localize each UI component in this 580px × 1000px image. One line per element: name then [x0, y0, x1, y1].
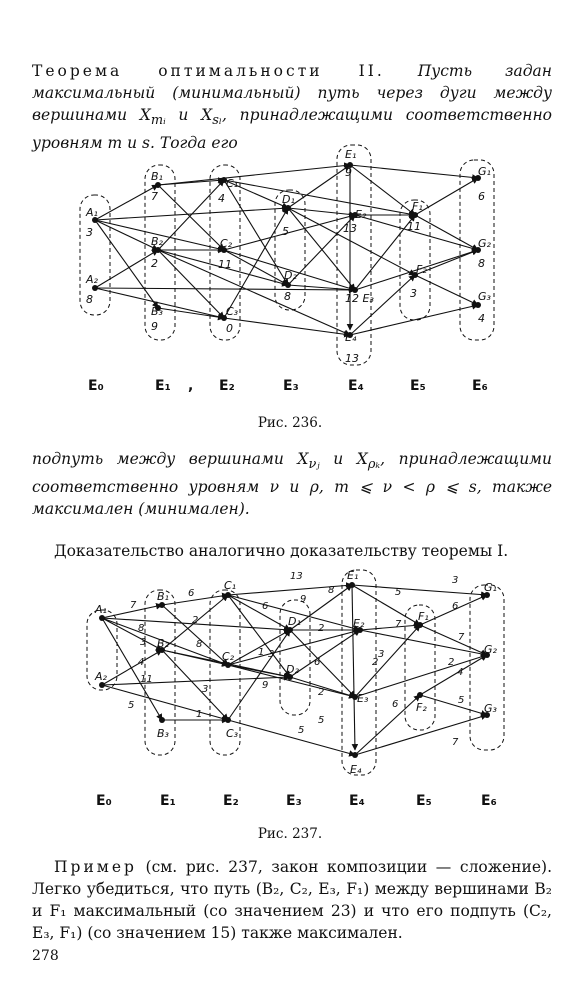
- page-number: 278: [32, 948, 59, 964]
- svg-text:9: 9: [151, 320, 158, 333]
- svg-text:3: 3: [378, 649, 385, 660]
- svg-text:A₁: A₁: [95, 603, 107, 616]
- level-label: E₁: [155, 378, 171, 394]
- level-label: E₅: [410, 378, 426, 394]
- svg-text:9: 9: [262, 680, 269, 691]
- svg-text:7: 7: [151, 190, 158, 203]
- svg-text:2: 2: [448, 657, 455, 668]
- level-dot: ,: [188, 378, 194, 394]
- level-label: E₅: [416, 793, 432, 809]
- svg-text:C₃: C₃: [226, 305, 239, 318]
- svg-text:B₂: B₂: [151, 235, 163, 248]
- svg-text:8: 8: [284, 290, 291, 303]
- svg-text:B₃: B₃: [151, 305, 163, 318]
- svg-text:3: 3: [452, 575, 459, 586]
- svg-text:G₁: G₁: [484, 581, 497, 594]
- figure-236-caption: Рис. 236.: [257, 415, 323, 431]
- svg-text:5: 5: [298, 725, 305, 736]
- svg-text:B₃: B₃: [157, 727, 169, 740]
- svg-text:E₂: E₂: [353, 617, 365, 630]
- svg-text:E₁: E₁: [345, 148, 357, 161]
- svg-text:8: 8: [478, 257, 485, 270]
- svg-text:5: 5: [318, 715, 325, 726]
- svg-text:G₂: G₂: [478, 237, 491, 250]
- svg-text:0: 0: [226, 322, 233, 335]
- svg-text:3: 3: [202, 684, 209, 695]
- svg-text:13: 13: [343, 222, 357, 235]
- figure-237: [0, 565, 580, 815]
- svg-text:F₂: F₂: [416, 263, 427, 276]
- svg-text:1: 1: [258, 647, 265, 658]
- svg-text:2: 2: [192, 615, 199, 626]
- svg-text:2: 2: [318, 623, 325, 634]
- svg-text:C₂: C₂: [222, 650, 235, 663]
- svg-text:8: 8: [328, 585, 335, 596]
- figure-237-caption: Рис. 237.: [257, 826, 323, 842]
- svg-text:F₁: F₁: [418, 610, 429, 623]
- svg-text:D₂: D₂: [286, 663, 299, 676]
- svg-text:B₁: B₁: [157, 590, 169, 603]
- svg-text:E₃: E₃: [357, 692, 369, 705]
- svg-text:E₄: E₄: [350, 763, 362, 776]
- svg-text:8: 8: [86, 293, 93, 306]
- example-title: Пример: [54, 858, 137, 876]
- svg-text:4: 4: [138, 657, 145, 668]
- svg-text:2: 2: [372, 657, 379, 668]
- svg-text:2: 2: [151, 257, 158, 270]
- svg-text:3: 3: [86, 226, 93, 239]
- example-paragraph: Пример (см. рис. 237, закон композиции — сложение). Легко убедиться, что путь (B₂, C₂, E₃, F₁) между вершинами B₂ и F₁ максимальный (со значением 23) и что его подпуть (C₂, E₃, F₁) (со значением 15) также максимален.: [32, 858, 552, 942]
- svg-text:6: 6: [314, 657, 321, 668]
- svg-text:3: 3: [268, 649, 275, 660]
- svg-text:4: 4: [457, 667, 464, 678]
- level-label: E₄: [349, 793, 365, 809]
- svg-text:1: 1: [196, 709, 203, 720]
- svg-text:11: 11: [218, 258, 232, 271]
- svg-text:6: 6: [392, 699, 399, 710]
- level-label: E₆: [472, 378, 488, 394]
- svg-text:C₂: C₂: [220, 237, 233, 250]
- level-label: E₄: [348, 378, 364, 394]
- level-label: E₃: [283, 378, 299, 394]
- svg-text:9: 9: [300, 594, 307, 605]
- svg-text:A₂: A₂: [86, 273, 98, 286]
- svg-text:E₁: E₁: [347, 569, 359, 582]
- svg-text:G₂: G₂: [484, 643, 497, 656]
- svg-text:5: 5: [282, 225, 289, 238]
- svg-text:7: 7: [130, 600, 137, 611]
- svg-text:8: 8: [196, 639, 203, 650]
- theorem-title: Теорема оптимальности II.: [32, 62, 385, 80]
- svg-text:F₂: F₂: [416, 701, 427, 714]
- svg-text:11: 11: [407, 220, 421, 233]
- svg-text:G₁: G₁: [478, 165, 491, 178]
- svg-text:4: 4: [218, 192, 225, 205]
- theorem-continuation: подпуть между вершинами $X_{\nu ⱼ}$ и $X_{\rho_k}$, принадлежащими соответственно уровням ν и ρ, m ⩽ ν < ρ ⩽ s, также максимален (минимален).: [32, 450, 553, 519]
- svg-text:6: 6: [262, 601, 269, 612]
- level-label: E₂: [219, 378, 235, 394]
- theorem-paragraph: Теорема оптимальности II. Пусть задан максимальный (минимальный) путь через дуги между вершинами $X_{mᵢ}$ и $X_{s_l}$, принадлежащими соответственно уровням m и s. Тогда его: [32, 62, 553, 153]
- level-label: E₆: [481, 793, 497, 809]
- svg-text:7: 7: [452, 737, 459, 748]
- svg-text:3: 3: [410, 287, 417, 300]
- svg-text:F₁: F₁: [412, 200, 423, 213]
- svg-text:2: 2: [318, 687, 325, 698]
- svg-text:6: 6: [188, 588, 195, 599]
- svg-text:6: 6: [452, 601, 459, 612]
- svg-text:B₁: B₁: [151, 170, 163, 183]
- svg-text:G₃: G₃: [478, 290, 491, 303]
- svg-text:6: 6: [478, 190, 485, 203]
- svg-text:5: 5: [128, 700, 135, 711]
- svg-text:12 E₃: 12 E₃: [345, 292, 374, 305]
- svg-text:A₂: A₂: [95, 670, 107, 683]
- svg-text:9: 9: [345, 166, 352, 179]
- svg-text:G₃: G₃: [484, 702, 497, 715]
- svg-text:13: 13: [290, 571, 303, 582]
- svg-text:D₁: D₁: [282, 193, 295, 206]
- svg-text:8: 8: [138, 623, 145, 634]
- svg-text:4: 4: [478, 312, 485, 325]
- svg-text:A₁: A₁: [86, 206, 98, 219]
- svg-text:5: 5: [395, 587, 402, 598]
- svg-text:13: 13: [345, 352, 359, 365]
- theorem-text: Пусть задан максимальный (минимальный) путь через дуги между вершинами X: [32, 62, 552, 124]
- svg-text:E₄: E₄: [345, 331, 357, 344]
- svg-text:D₁: D₁: [288, 615, 301, 628]
- svg-text:5: 5: [458, 695, 465, 706]
- svg-text:C₁: C₁: [224, 579, 237, 592]
- level-label: E₃: [286, 793, 302, 809]
- svg-text:7: 7: [458, 632, 465, 643]
- figure-236: [0, 140, 580, 410]
- svg-text:E₂: E₂: [355, 208, 367, 221]
- level-label: E₂: [223, 793, 239, 809]
- proof-paragraph: Доказательство аналогично доказательству теоремы I.: [54, 542, 509, 560]
- svg-text:C₁: C₁: [226, 177, 239, 190]
- level-label: E₀: [88, 378, 104, 394]
- svg-text:C₃: C₃: [226, 727, 239, 740]
- svg-text:D₂: D₂: [284, 269, 297, 282]
- svg-text:11: 11: [140, 674, 153, 685]
- svg-text:B₂: B₂: [157, 637, 169, 650]
- svg-text:7: 7: [395, 619, 402, 630]
- svg-text:3: 3: [140, 637, 147, 648]
- level-label: E₁: [160, 793, 176, 809]
- level-label: E₀: [96, 793, 112, 809]
